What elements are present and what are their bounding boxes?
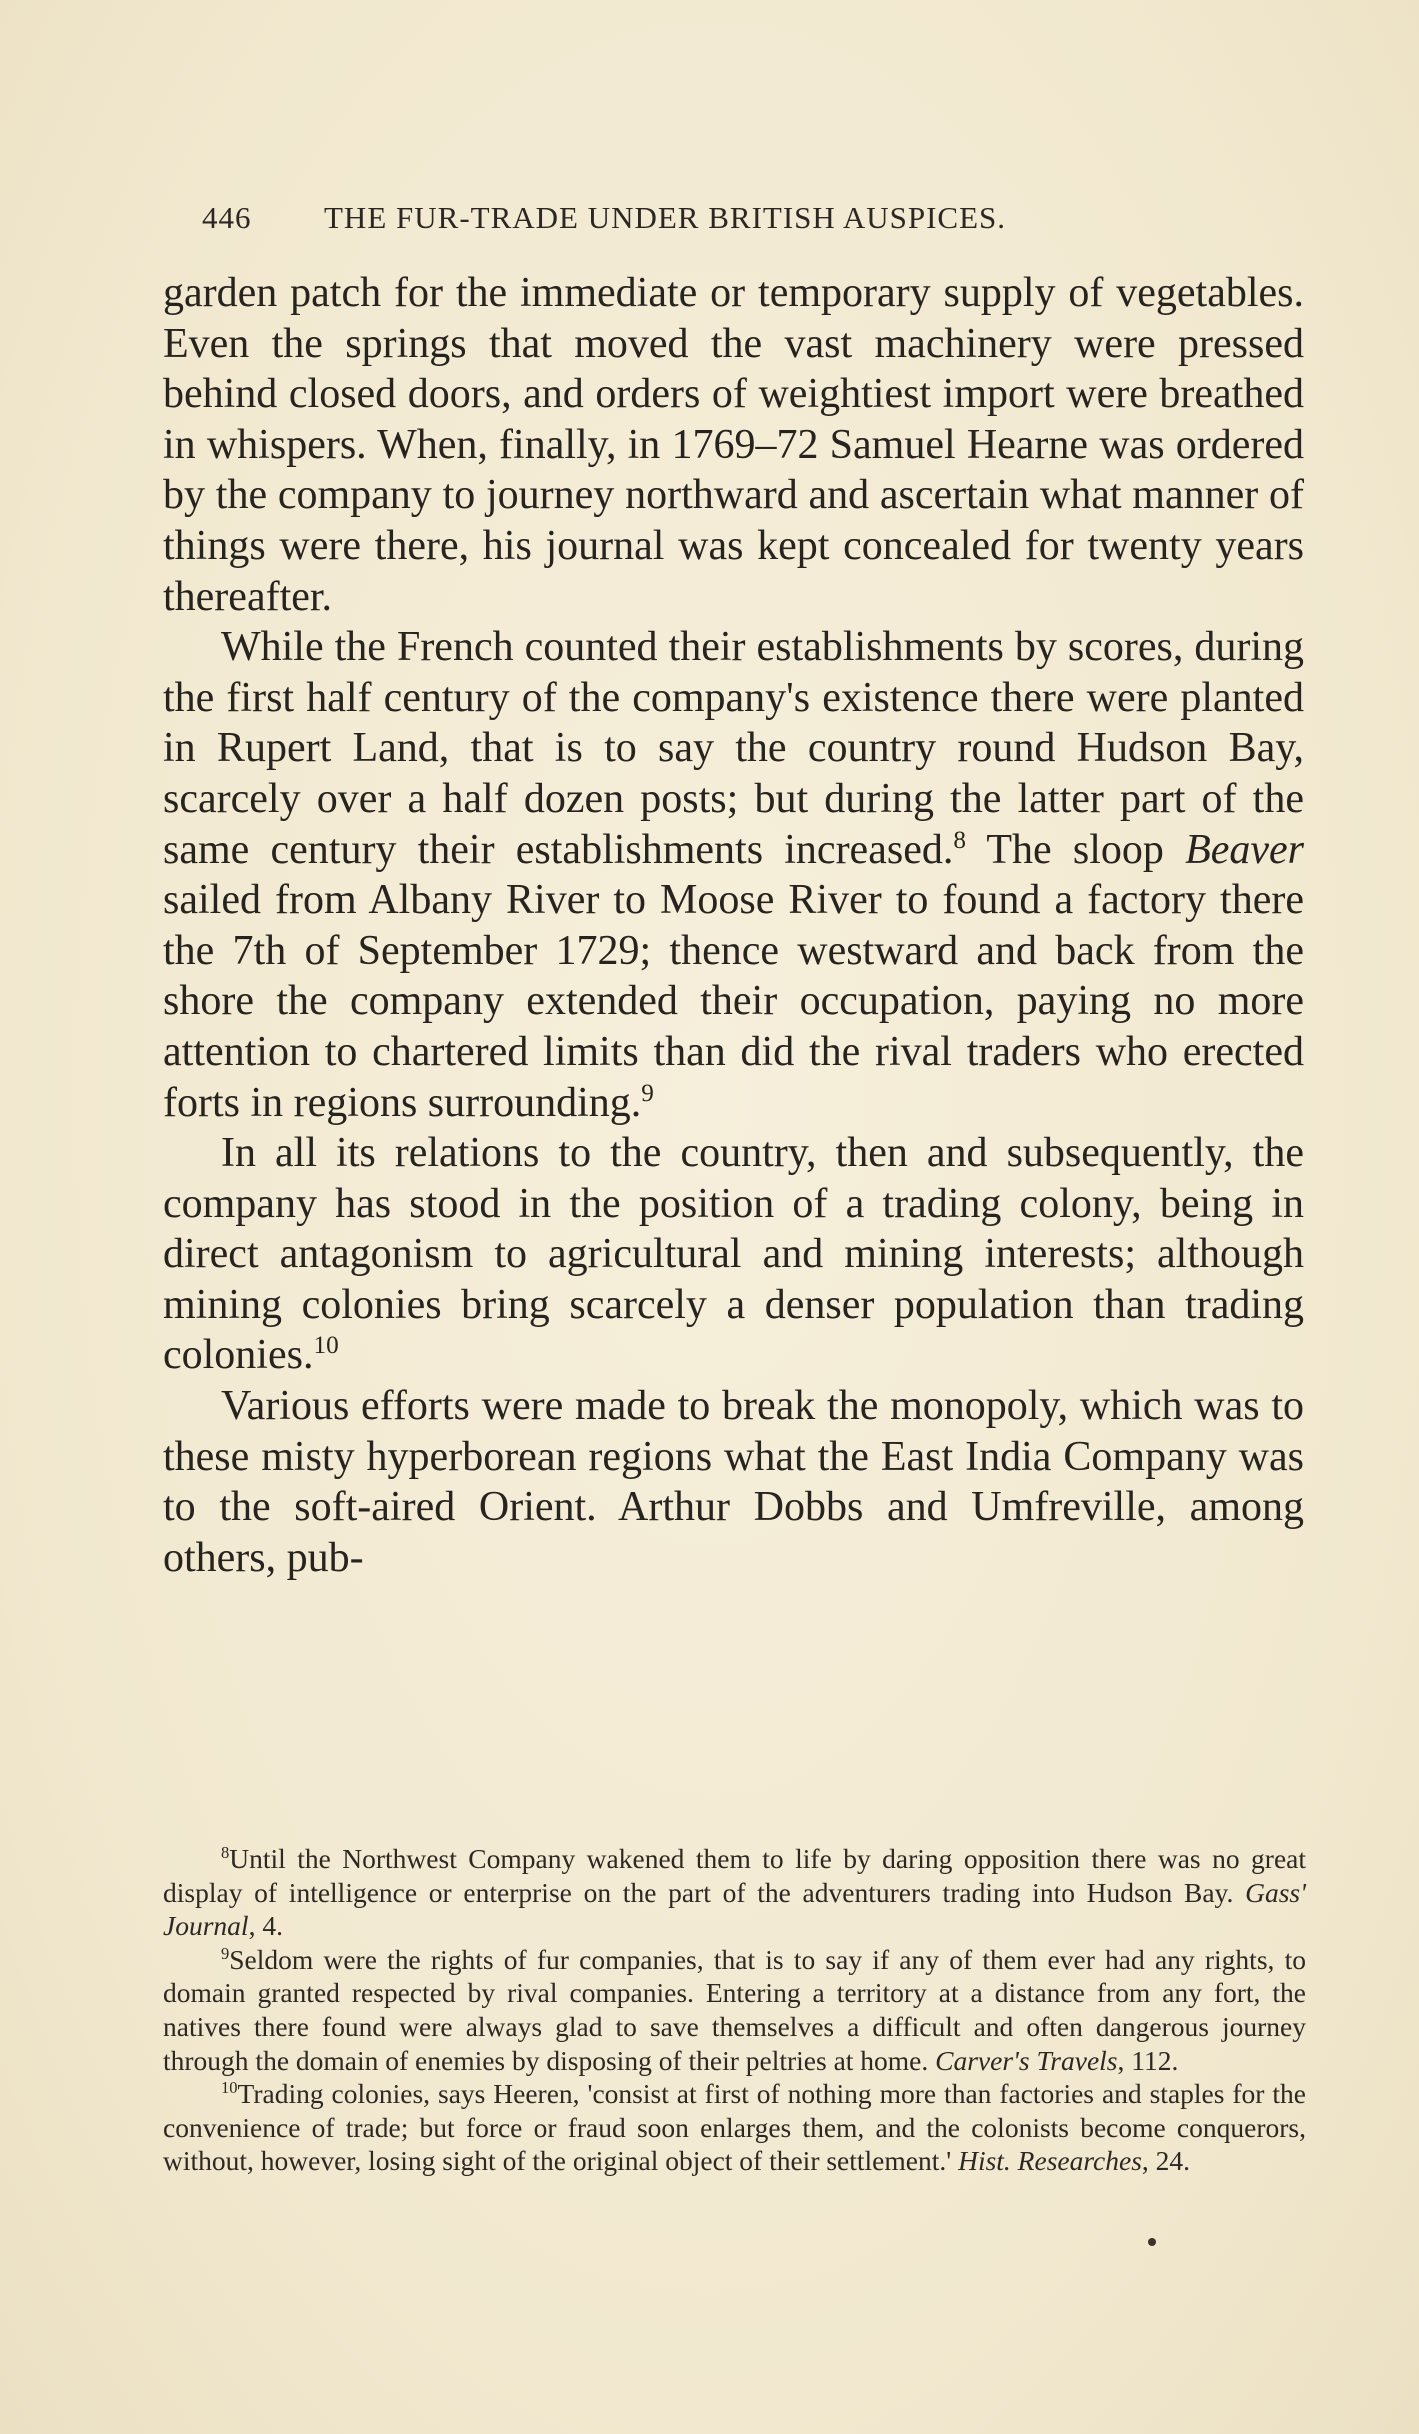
footnote-9: [163, 1943, 1306, 2077]
running-head: THE FUR-TRADE UNDER BRITISH AUSPICES.: [324, 200, 1007, 235]
paragraph-2-part-c: sailed from Albany River to Moose River to found a factory there the 7th of September 1729; thence westward and back from the shore the company extended their occupation, paying no more attention to chartered limits than did the rival traders who erected forts in regions surrounding.: [163, 877, 1304, 1126]
footnote-9-text: Seldom were the rights of fur companies, that is to say if any of them ever had any rights, to domain granted respected by rival companies. Entering a territory at a distance from any fort, the natives there found were always glad to save themselves a difficult and often dangerous journey through the domain of enemies by disposing of their peltries at home.: [163, 1943, 1306, 2076]
ship-name: Beaver: [1185, 826, 1304, 873]
paragraph-2: [163, 622, 1304, 1128]
footnote-ref-9: 9: [641, 1079, 654, 1107]
footnote-9-number: 9: [221, 1943, 230, 1963]
ink-speck: [1148, 2238, 1156, 2246]
footnote-10-text: Trading colonies, says Heeren, 'consist at first of nothing more than factories and staples for the convenience of trade; but force or fraud soon enlarges them, and the colonists become conquerors, without, however, losing sight of the original object of their settlement.': [163, 2078, 1306, 2177]
paragraph-2-part-b: The sloop: [965, 826, 1186, 873]
body-text: [163, 268, 1304, 1583]
footnote-10: [163, 2077, 1306, 2178]
footnote-ref-8: 8: [953, 826, 966, 854]
footnote-10-citation: Hist. Researches: [958, 2145, 1142, 2177]
page-number: 446: [202, 200, 252, 235]
footnote-ref-10: 10: [313, 1332, 339, 1360]
paragraph-3: [163, 1128, 1304, 1381]
footnote-9-end: , 112.: [1117, 2044, 1179, 2076]
footnote-10-number: 10: [221, 2078, 238, 2097]
footnote-9-citation: Carver's Travels: [935, 2044, 1118, 2076]
footnote-8-number: 8: [221, 1842, 230, 1862]
paragraph-3-text: In all its relations to the country, then and subsequently, the company has stood in the position of a trading colony, being in direct antagonism to agricultural and mining interests; although mining colonies bring scarcely a denser population than trading colonies.: [163, 1130, 1304, 1379]
footnote-8: [163, 1842, 1306, 1943]
paragraph-2-part-a: While the French counted their establishments by scores, during the first half century of the company's existence there were planted in Rupert Land, that is to say the country round Hudson Bay, scarcely over a half dozen posts; but during the latter part of the same century their establishments increased.: [163, 624, 1304, 873]
footnote-8-end: , 4.: [248, 1910, 283, 1942]
footnote-8-text: Until the Northwest Company wakened them to life by daring opposition there was no great display of intelligence or enterprise on the part of the adventurers trading into Hudson Bay.: [163, 1843, 1306, 1908]
paragraph-1: garden patch for the immediate or temporary supply of vegetables. Even the springs that moved the vast machinery were pressed behind closed doors, and orders of weightiest import were breathed in whispers. When, finally, in 1769–72 Samuel Hearne was ordered by the company to journey northward and ascertain what manner of things were there, his journal was kept concealed for twenty years thereafter.: [163, 270, 1304, 620]
footnotes: [163, 1842, 1306, 2178]
footnote-8-citation: Gass' Journal: [163, 1876, 1306, 1942]
paragraph-4: Various efforts were made to break the monopoly, which was to these misty hyperborean regions what the East India Company was to the soft-aired Orient. Arthur Dobbs and Umfreville, among others, pub-: [163, 1383, 1304, 1581]
page-header: [202, 200, 1220, 250]
footnote-10-end: , 24.: [1141, 2145, 1191, 2177]
